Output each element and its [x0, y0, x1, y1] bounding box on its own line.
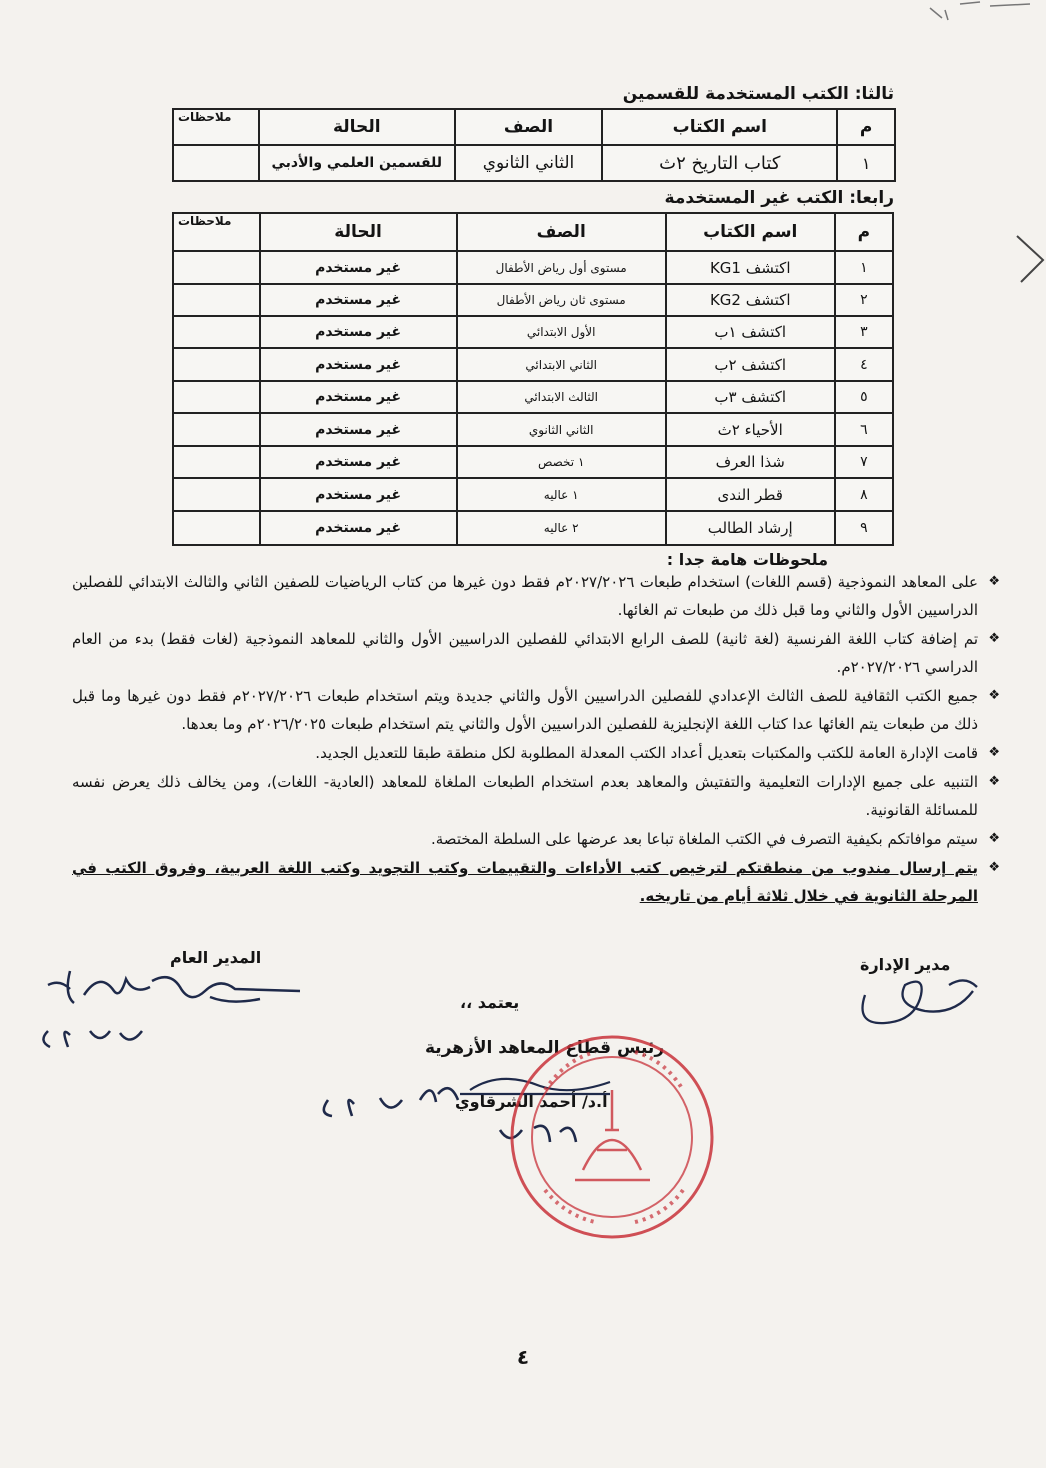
row-notes [173, 446, 260, 478]
row-grade: الثالث الابتدائي [457, 381, 666, 413]
row-status: غير مستخدم [260, 348, 457, 381]
section4-title: رابعا: الكتب غير المستخدمة [664, 188, 894, 208]
row-num: ١ [837, 145, 895, 181]
note-item: ❖ على المعاهد النموذجية (قسم اللغات) استخدام طبعات ٢٠٢٧/٢٠٢٦م فقط دون غيرها من كتاب الرياضيات للصفين الثاني والثالث الابتدائي للفصلين الدراسيين الأول والثاني وما قبل ذلك من طبعات تم الغائها. [72, 568, 1000, 624]
row-grade: الثاني الثانوي [455, 145, 603, 181]
unused-books-table [172, 212, 894, 546]
row-notes [173, 478, 260, 511]
header-num: م [837, 109, 895, 145]
row-notes [173, 284, 260, 316]
note-item: ❖ قامت الإدارة العامة للكتب والمكتبات بتعديل أعداد الكتب المعدلة المطلوبة لكل منطقة طبقا للتعديل الجديد. [72, 739, 1000, 767]
header-book-name: اسم الكتاب [602, 109, 837, 145]
row-num: ١ [835, 251, 893, 284]
admin-director-signature [845, 965, 995, 1035]
row-num: ٣ [835, 316, 893, 348]
table-header-row [173, 213, 893, 251]
table-row [173, 316, 893, 348]
used-books-table [172, 108, 896, 182]
row-book-name: اكتشف KG2 [666, 284, 835, 316]
row-book-name: شذا العرف [666, 446, 835, 478]
notes-list [72, 568, 1000, 911]
row-status: غير مستخدم [260, 511, 457, 545]
row-status: غير مستخدم [260, 316, 457, 348]
row-num: ٢ [835, 284, 893, 316]
note-item [72, 854, 1000, 910]
table-row [173, 145, 895, 181]
table-row [173, 251, 893, 284]
notes-heading: ملحوظات هامة جدا : [666, 550, 828, 569]
header-grade: الصف [457, 213, 666, 251]
header-num: م [835, 213, 893, 251]
row-grade: مستوى ثان رياض الأطفال [457, 284, 666, 316]
page-edge-mark [1015, 230, 1046, 290]
approved-label: يعتمد ،، [460, 993, 520, 1012]
header-notes: ملاحظات [173, 109, 259, 145]
row-grade: ٢ عاليه [457, 511, 666, 545]
note-item: ❖ تم إضافة كتاب اللغة الفرنسية (لغة ثانية) للصف الرابع الابتدائي للفصلين الدراسيين الأول والثاني للمعاهد النموذجية (لغات فقط) بدء من العام الدراسي ٢٠٢٧/٢٠٢٦م. [72, 625, 1000, 681]
header-notes: ملاحظات [173, 213, 260, 251]
row-notes [173, 316, 260, 348]
table-row [173, 511, 893, 545]
table-row [173, 284, 893, 316]
header-grade: الصف [455, 109, 603, 145]
row-status: غير مستخدم [260, 284, 457, 316]
table-row [173, 381, 893, 413]
row-num: ٦ [835, 413, 893, 446]
row-num: ٥ [835, 381, 893, 413]
row-book-name: اكتشف ٢ب [666, 348, 835, 381]
table-row [173, 413, 893, 446]
row-book-name: اكتشف ٣ب [666, 381, 835, 413]
sector-head-name: أ.د/ أحمد الشرقاوي [455, 1092, 608, 1111]
table-row [173, 348, 893, 381]
official-stamp [505, 1030, 720, 1245]
row-status: للقسمين العلمي والأدبي [259, 145, 455, 181]
row-grade: الثاني الابتدائي [457, 348, 666, 381]
row-status: غير مستخدم [260, 381, 457, 413]
page-edge-mark [900, 0, 1046, 30]
admin-director-title: مدير الإدارة [860, 955, 951, 974]
row-status: غير مستخدم [260, 478, 457, 511]
row-book-name: كتاب التاريخ ٢ث [602, 145, 837, 181]
row-book-name: إرشاد الطالب [666, 511, 835, 545]
sector-head-title: رئيس قطاع المعاهد الأزهرية [425, 1038, 665, 1058]
row-num: ٨ [835, 478, 893, 511]
row-status: غير مستخدم [260, 413, 457, 446]
note-item: ❖ سيتم موافاتكم بكيفية التصرف في الكتب الملغاة تباعا بعد عرضها على السلطة المختصة. [72, 825, 1000, 853]
row-book-name: اكتشف ١ب [666, 316, 835, 348]
row-grade: مستوى أول رياض الأطفال [457, 251, 666, 284]
note-item: ❖ التنبيه على جميع الإدارات التعليمية والتفتيش والمعاهد بعدم استخدام الطبعات الملغاة للمعاهد (العادية- اللغات)، ومن يخالف ذلك يعرض نفسه للمسائلة القانونية. [72, 768, 1000, 824]
row-book-name: الأحياء ٢ث [666, 413, 835, 446]
row-grade: الأول الابتدائي [457, 316, 666, 348]
table-row [173, 478, 893, 511]
row-status: غير مستخدم [260, 251, 457, 284]
row-status: غير مستخدم [260, 446, 457, 478]
row-notes [173, 251, 260, 284]
header-status: الحالة [259, 109, 455, 145]
row-notes [173, 348, 260, 381]
row-notes [173, 381, 260, 413]
row-grade: ١ عاليه [457, 478, 666, 511]
row-notes [173, 145, 259, 181]
row-book-name: اكتشف KG1 [666, 251, 835, 284]
row-grade: ١ تخصص [457, 446, 666, 478]
row-num: ٤ [835, 348, 893, 381]
table-row [173, 446, 893, 478]
row-grade: الثاني الثانوي [457, 413, 666, 446]
row-num: ٧ [835, 446, 893, 478]
row-book-name: قطر الندى [666, 478, 835, 511]
row-notes [173, 413, 260, 446]
general-director-title: المدير العام [170, 948, 262, 967]
note-item-text: يتم إرسال مندوب من منطقتكم لترخيص كتب الأداءات والتقييمات وكتب التجويد وكتب اللغة العربية، وفروق الكتب في المرحلة الثانوية في خلال ثلاثة أيام من تاريخه. [72, 859, 978, 905]
note-item: ❖ جميع الكتب الثقافية للصف الثالث الإعدادي للفصلين الدراسيين الأول والثاني جديدة ويتم استخدام طبعات ٢٠٢٧/٢٠٢٦م فقط دون غيرها وما قبل ذلك من طبعات يتم الغائها عدا كتاب اللغة الإنجليزية للفصلين الدراسيين الأول والثاني يتم استخدام طبعات ٢٠٢٦/٢٠٢٥م وما بعدها. [72, 682, 1000, 738]
row-notes [173, 511, 260, 545]
general-director-signature [30, 965, 320, 1055]
header-status: الحالة [260, 213, 457, 251]
row-num: ٩ [835, 511, 893, 545]
header-book-name: اسم الكتاب [666, 213, 835, 251]
section3-title: ثالثا: الكتب المستخدمة للقسمين [622, 84, 894, 104]
table-header-row [173, 109, 895, 145]
page-number: ٤ [516, 1345, 530, 1369]
